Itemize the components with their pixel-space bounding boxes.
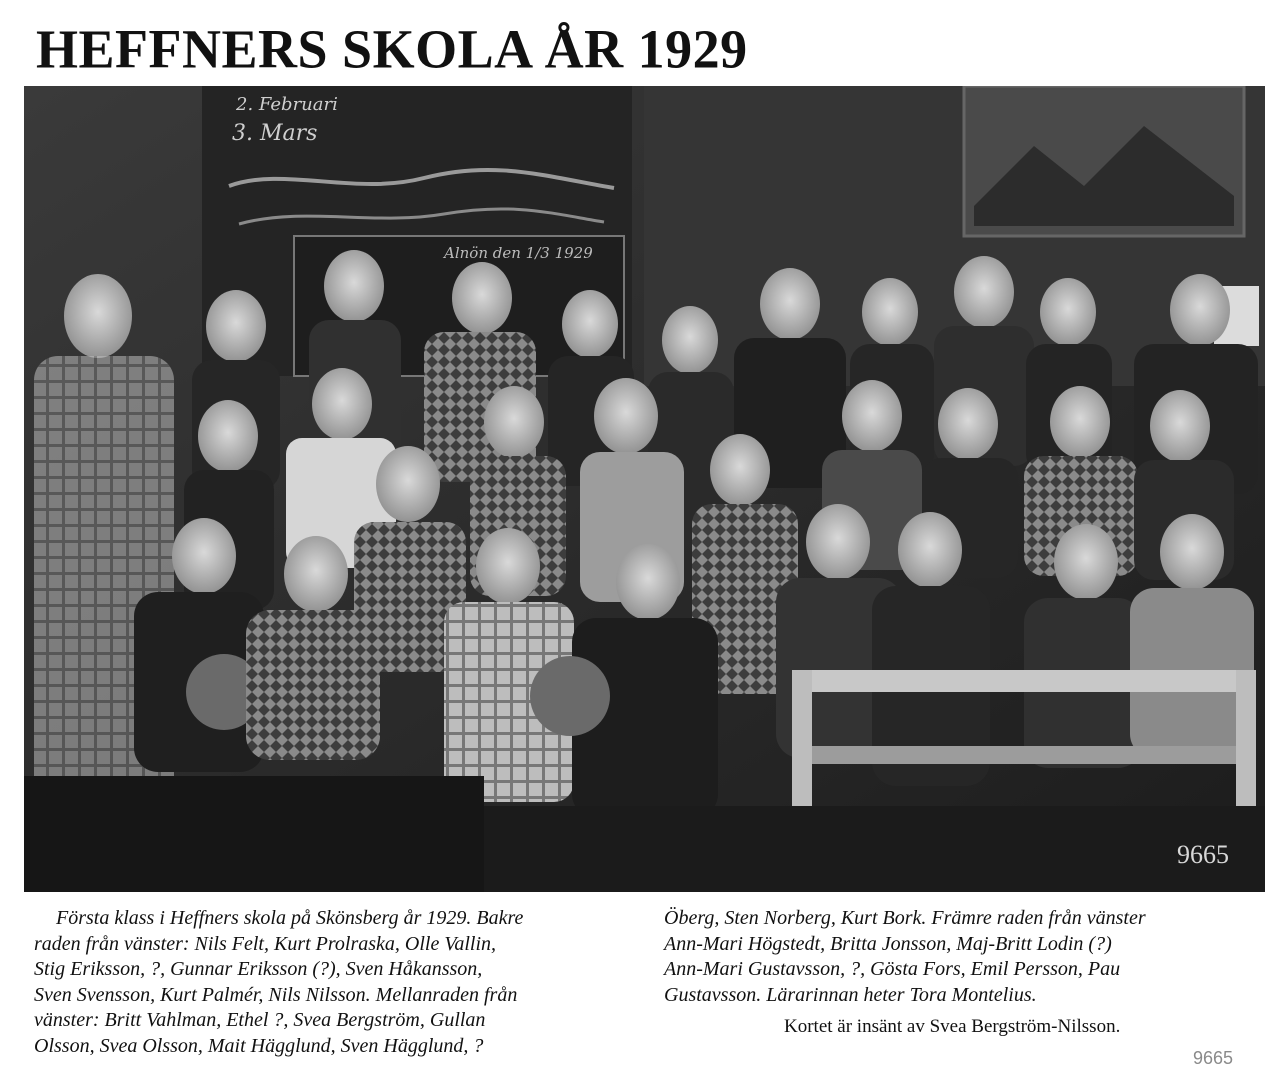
- bench-rail: [812, 746, 1236, 764]
- child-face: [198, 400, 258, 472]
- teacher-face: [64, 274, 132, 358]
- headline: HEFFNERS SKOLA ÅR 1929: [36, 18, 748, 80]
- child-face: [324, 250, 384, 322]
- class-photo: [24, 86, 1265, 892]
- child-face: [938, 388, 998, 460]
- bench-backrest: [792, 670, 1256, 692]
- child-face: [206, 290, 266, 362]
- child-face: [452, 262, 512, 334]
- photo-number: 9665: [1177, 840, 1229, 869]
- child-face: [312, 368, 372, 440]
- caption-line: raden från vänster: Nils Felt, Kurt Prolraska, Olle Vallin,: [34, 932, 497, 955]
- caption-left-column: [34, 906, 646, 1059]
- child-face: [842, 380, 902, 452]
- desk: [24, 776, 484, 892]
- class-photo-illustration: [24, 86, 1265, 892]
- caption-line: Första klass i Heffners skola på Skönsberg år 1929. Bakre: [56, 907, 524, 929]
- chalk-heading: Alnön den 1/3 1929: [444, 244, 593, 262]
- child-face: [594, 378, 658, 454]
- caption-line: Stig Eriksson, ?, Gunnar Eriksson (?), Sven Håkansson,: [34, 958, 483, 980]
- child-face: [1040, 278, 1096, 346]
- child-face: [284, 536, 348, 612]
- child-face: [476, 528, 540, 604]
- child-face: [376, 446, 440, 522]
- child-face: [862, 278, 918, 346]
- caption-right-column: [664, 906, 1268, 1008]
- caption-line: Sven Svensson, Kurt Palmér, Nils Nilsson. Mellanraden från: [34, 983, 518, 1006]
- child-face: [898, 512, 962, 588]
- chalk-date-2: 3. Mars: [232, 121, 318, 146]
- archive-number: 9665: [1192, 1048, 1233, 1068]
- child-face: [1050, 386, 1110, 458]
- caption-line: Olsson, Svea Olsson, Mait Hägglund, Sven Hägglund, ?: [34, 1034, 484, 1057]
- caption-line: Ann-Mari Gustavsson, ?, Gösta Fors, Emil Persson, Pau: [664, 958, 1121, 980]
- child-face: [710, 434, 770, 506]
- child-face: [662, 306, 718, 374]
- child-face: [1170, 274, 1230, 346]
- child-face: [1160, 514, 1224, 590]
- child-face: [484, 386, 544, 458]
- child-face: [954, 256, 1014, 328]
- caption-line: Öberg, Sten Norberg, Kurt Bork. Främre raden från vänster: [664, 907, 1146, 929]
- caption-line: vänster: Britt Vahlman, Ethel ?, Svea Bergström, Gullan: [34, 1009, 486, 1031]
- child-face: [1150, 390, 1210, 462]
- child-face: [616, 544, 680, 620]
- child-face: [760, 268, 820, 340]
- caption-line: Ann-Mari Högstedt, Britta Jonsson, Maj-Britt Lodin (?): [664, 932, 1112, 955]
- child-face: [806, 504, 870, 580]
- photo-credit: Kortet är insänt av Svea Bergström-Nilsson.: [784, 1016, 1121, 1037]
- wooden-board: [530, 656, 610, 736]
- chalk-date-1: 2. Februari: [236, 94, 338, 115]
- caption-line: Gustavsson. Lärarinnan heter Tora Montelius.: [664, 983, 1037, 1006]
- floor-shadow: [484, 806, 1265, 892]
- child-face: [1054, 524, 1118, 600]
- child-face: [562, 290, 618, 358]
- child-face: [172, 518, 236, 594]
